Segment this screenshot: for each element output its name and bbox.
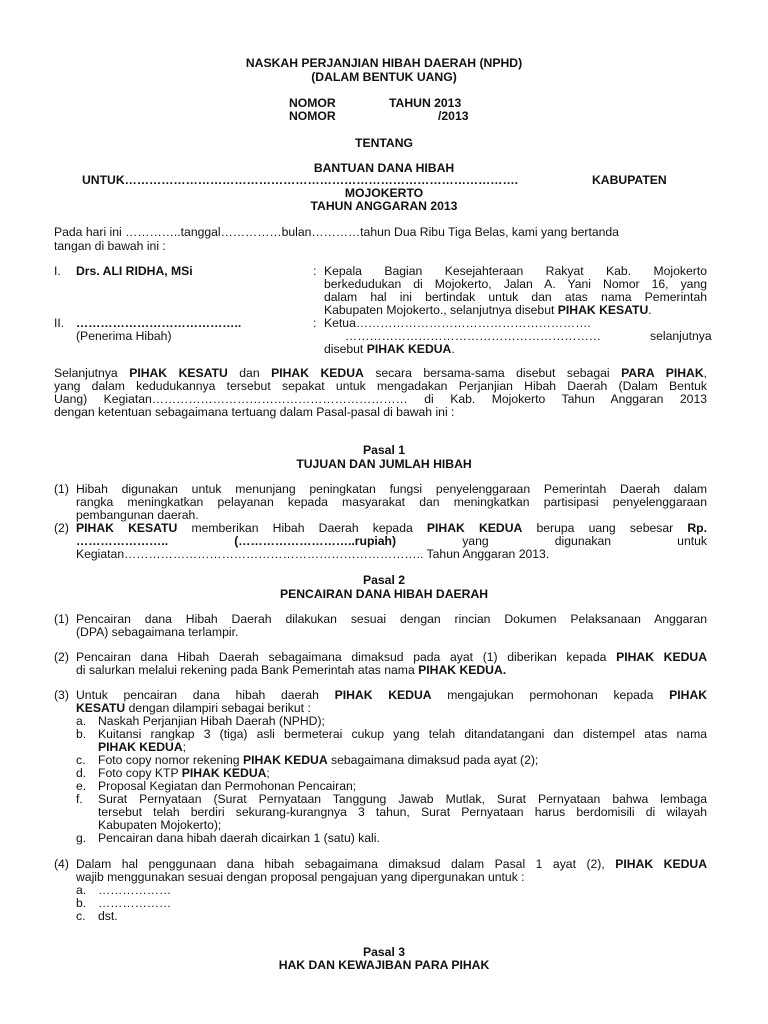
pasal-2-label: Pasal 2 — [362, 573, 405, 587]
nomor-label-2: NOMOR — [289, 109, 336, 123]
sub-c-text: Foto copy nomor rekening — [98, 753, 243, 767]
pasal-1-label: Pasal 1 — [362, 443, 405, 457]
p1-text: untuk — [677, 534, 707, 548]
intro-pihak-kesatu: PIHAK KESATU — [129, 366, 228, 380]
pasal-2-item-4-line-2: wajib menggunakan sesuai dengan proposal pengajuan yang dipergunakan untuk : — [76, 870, 525, 884]
intro-text: secara bersama-sama disebut sebagai — [375, 366, 610, 380]
p1-text: yang — [462, 534, 489, 548]
sub-d-pihak-kedua: PIHAK KEDUA — [181, 766, 267, 780]
pasal-2-item-1-line-2: (DPA) sebagaimana terlampir. — [76, 625, 239, 639]
amount-dots: ………………….. — [76, 534, 169, 548]
item-4-sub-b-text: ……………… — [98, 896, 172, 910]
party-2-name: ………………………………….. — [76, 316, 242, 330]
sub-item-f-text-3: Kabupaten Mojokerto); — [98, 818, 222, 832]
sub-item-f-letter: f. — [76, 792, 83, 806]
pasal-2-item-2-line-2 — [76, 663, 506, 678]
party-2-desc-line-1: Ketua…………………………………………………. — [324, 316, 591, 330]
intro-text: Selanjutnya — [54, 366, 118, 380]
p2-pihak-kedua: PIHAK KEDUA — [334, 688, 432, 702]
sub-item-a-letter: a. — [76, 714, 87, 728]
pasal-3-title: HAK DAN KEWAJIBAN PARA PIHAK — [278, 958, 490, 972]
party-2-role: (Penerima Hibah) — [76, 329, 172, 343]
p1-text: berupa uang sebesar — [536, 521, 674, 535]
pihak-kesatu-label: PIHAK KESATU — [557, 303, 649, 317]
item-4-sub-c-text: dst. — [98, 909, 118, 923]
intro-comma: , — [703, 366, 708, 380]
mojokerto-heading: MOJOKERTO — [344, 186, 424, 200]
p2-pihak-kedua: PIHAK KEDUA. — [418, 663, 507, 677]
party-1-name: Drs. ALI RIDHA, MSi — [76, 264, 193, 278]
pasal-2-item-3-number: (3) — [54, 688, 69, 702]
pasal-2-item-1-number: (1) — [54, 612, 69, 626]
party-2-desc-line-2: ……………………………………………………… — [345, 329, 601, 343]
party-1-desc-line-1: Kepala Bagian Kesejahteraan Rakyat Kab. Mojokerto — [324, 264, 707, 278]
party-2-number: II. — [54, 316, 65, 330]
intro-para-pihak: PARA PIHAK — [621, 366, 704, 380]
sub-d-text: Foto copy KTP — [98, 766, 182, 780]
p1-pihak-kesatu: PIHAK KESATU — [76, 521, 178, 535]
sub-item-e-letter: e. — [76, 779, 87, 793]
pasal-2-item-4-number: (4) — [54, 857, 69, 871]
untuk-line: UNTUK……………………………………………………………………………………. — [82, 173, 519, 187]
pihak-kedua-label: PIHAK KEDUA — [366, 342, 452, 356]
pasal-1-item-1-number: (1) — [54, 482, 69, 496]
party-1-desc-line-3: dalam hal ini bertindak untuk dan atas nama Pemerintah — [324, 290, 707, 304]
p2-text: Dalam hal penggunaan dana hibah sebagaimana dimaksud dalam Pasal 1 ayat (2), — [76, 857, 605, 871]
intro-text: dan — [239, 366, 260, 380]
sub-d-after: ; — [266, 766, 270, 780]
sub-c-pihak-kedua: PIHAK KEDUA — [242, 753, 328, 767]
item-4-sub-a-letter: a. — [76, 883, 87, 897]
intro-line-3: Uang) Kegiatan……………………………………………………… di Kab. Mojokerto Tahun Anggaran 2013 — [54, 392, 707, 406]
pasal-2-title: PENCAIRAN DANA HIBAH DAERAH — [279, 587, 489, 601]
party-1-desc-text: Kabupaten Mojokerto., selanjutnya disebut — [324, 303, 555, 317]
sub-item-b-text: Kuitansi rangkap 3 (tiga) asli bermeterai cukup yang telah ditandatangani dan distempel atas nama — [98, 727, 707, 741]
sub-item-e-text: Proposal Kegiatan dan Permohonan Pencairan; — [98, 779, 357, 793]
document-subtitle: (DALAM BENTUK UANG) — [311, 70, 457, 84]
sub-item-b-letter: b. — [76, 727, 87, 741]
party-1-colon: : — [313, 264, 317, 278]
party-2-disebut: disebut — [324, 342, 364, 356]
p1-rp: Rp. — [687, 521, 707, 535]
p2-kesatu: KESATU — [76, 701, 126, 715]
party-2-period: . — [451, 342, 455, 356]
p2-text: Pencairan dana Hibah Daerah sebagaimana dimaksud pada ayat (1) diberikan kepada — [76, 650, 607, 664]
pasal-1-item-1-line-1: Hibah digunakan untuk menunjang peningkatan fungsi penyelenggaraan Pemerintah Daerah dalam — [76, 482, 707, 496]
p2-pihak-kedua: PIHAK KEDUA — [616, 650, 708, 664]
intro-line-4: dengan ketentuan sebagaimana tertuang dalam Pasal-pasal di bawah ini : — [54, 405, 455, 419]
document-title: NASKAH PERJANJIAN HIBAH DAERAH (NPHD) — [245, 56, 523, 70]
p2-text: mengajukan permohonan kepada — [447, 688, 654, 702]
pasal-1-title: TUJUAN DAN JUMLAH HIBAH — [296, 457, 472, 471]
sub-item-d-letter: d. — [76, 766, 87, 780]
nomor-label: NOMOR — [289, 96, 336, 110]
sub-item-c-letter: c. — [76, 753, 86, 767]
item-4-sub-c-letter: c. — [76, 909, 86, 923]
item-4-sub-a-text: ……………… — [98, 883, 172, 897]
pasal-1-item-1-line-2: rangka meningkatkan pelayanan kepada masyarakat dan meningkatkan partisipasi penyelenggaraan — [76, 495, 707, 509]
pasal-3-label: Pasal 3 — [362, 945, 405, 959]
p2-pihak-kedua: PIHAK KEDUA — [615, 857, 707, 871]
pasal-1-item-2-line-3: Kegiatan……………………………………………………………….. Tahun Anggaran 2013. — [76, 547, 550, 561]
sub-b-semicolon: ; — [182, 740, 187, 754]
party-2-desc-selanjutnya: selanjutnya — [650, 329, 712, 343]
kabupaten-label: KABUPATEN — [592, 173, 667, 187]
amount-words: (………………………..rupiah) — [234, 534, 397, 548]
tentang-heading: TENTANG — [355, 136, 413, 150]
party-2-colon: : — [313, 316, 317, 330]
item-4-sub-b-letter: b. — [76, 896, 87, 910]
p2-text: Untuk pencairan dana hibah daerah — [76, 688, 319, 702]
bantuan-heading: BANTUAN DANA HIBAH — [313, 161, 455, 175]
party-1-period: . — [648, 303, 652, 317]
pasal-2-item-1-line-1: Pencairan dana Hibah Daerah dilakukan sesuai dengan rincian Dokumen Pelaksanaan Anggaran — [76, 612, 707, 626]
party-2-desc-line-3 — [324, 342, 455, 357]
nomor-year: TAHUN 2013 — [389, 96, 462, 110]
sub-c-after: sebagaimana dimaksud pada ayat (2); — [327, 753, 539, 767]
pasal-1-item-2-number: (2) — [54, 521, 69, 535]
intro-pihak-kedua: PIHAK KEDUA — [271, 366, 364, 380]
tahun-anggaran-heading: TAHUN ANGGARAN 2013 — [310, 199, 458, 213]
pasal-1-item-1-line-3: pembangunan daerah. — [76, 508, 199, 522]
p1-text: memberikan Hibah Daerah kepada — [191, 521, 413, 535]
sub-item-a-text: Naskah Perjanjian Hibah Daerah (NPHD); — [98, 714, 325, 728]
nomor-year-2: /2013 — [438, 109, 469, 123]
sub-item-g-text: Pencairan dana hibah daerah dicairkan 1 (satu) kali. — [98, 831, 380, 845]
opening-line-2: tangan di bawah ini : — [54, 239, 166, 253]
p1-text: digunakan — [554, 534, 612, 548]
sub-item-g-letter: g. — [76, 831, 87, 845]
opening-line-1: Pada hari ini …………..tanggal……………bulan…………tahun Dua Ribu Tiga Belas, kami yang bertanda — [54, 225, 619, 239]
p1-pihak-kedua: PIHAK KEDUA — [426, 521, 523, 535]
p2-text: dengan dilampiri sebagai berikut : — [128, 701, 311, 715]
intro-line-2: yang dalam kedudukannya tersebut sepakat untuk mengadakan Perjanjian Hibah Daerah (Dalam Bentuk — [54, 379, 707, 393]
p2-text: di salurkan melalui rekening pada Bank Pemerintah atas nama — [76, 663, 415, 677]
sub-item-f-text-2: tersebut telah berdiri sekurang-kurangnya 3 tahun, Surat Pernyataan harus berdomisili di wilayah — [98, 805, 707, 819]
sub-b-pihak-kedua: PIHAK KEDUA — [98, 740, 183, 754]
party-1-desc-line-2: berkedudukan di Mojokerto, Jalan A. Yani Nomor 16, yang — [324, 277, 707, 291]
party-1-number: I. — [54, 264, 61, 278]
pasal-2-item-2-number: (2) — [54, 650, 69, 664]
sub-item-f-text-1: Surat Pernyataan (Surat Pernyataan Tanggung Jawab Mutlak, Surat Pernyataan bahwa lembaga — [98, 792, 707, 806]
p2-pihak: PIHAK — [669, 688, 708, 702]
